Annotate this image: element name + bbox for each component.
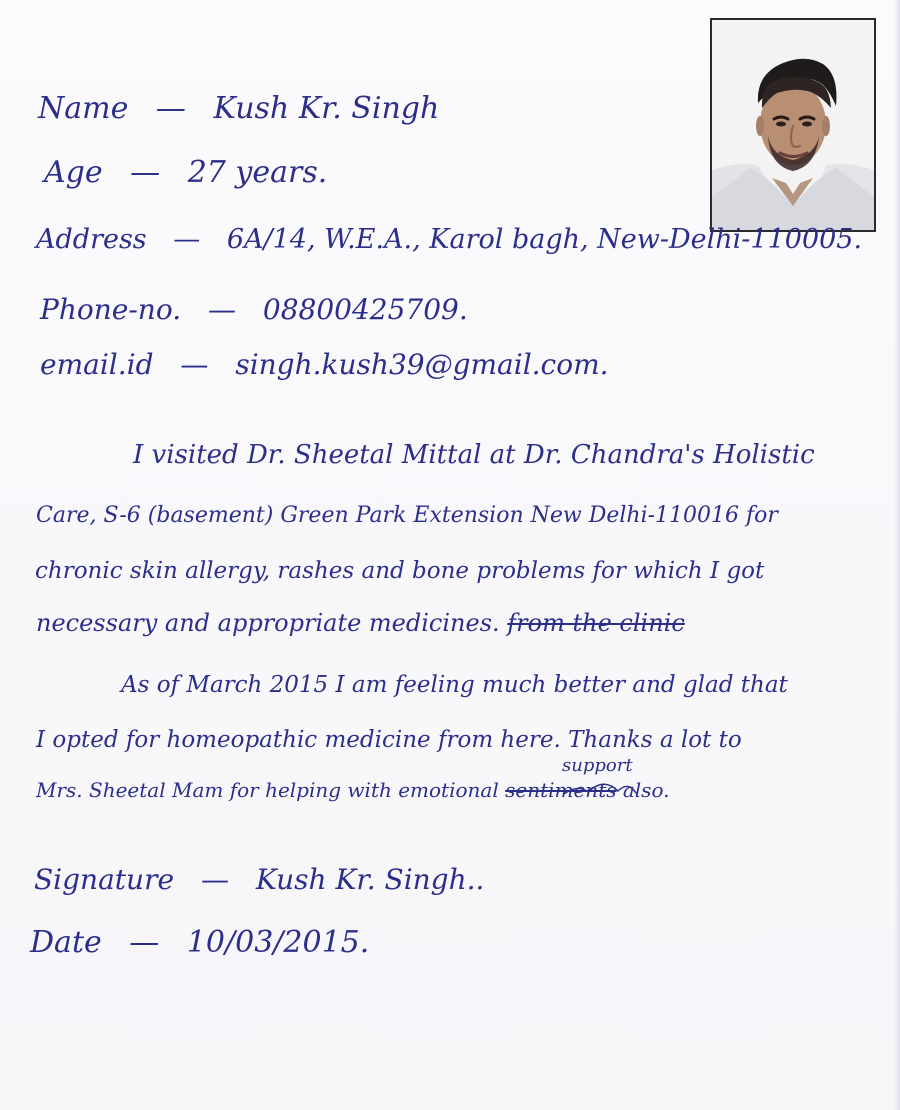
- passport-photo: [710, 18, 876, 232]
- signature-value: Kush Kr. Singh..: [255, 863, 485, 896]
- portrait-image: [712, 20, 874, 230]
- paragraph-2-line-1: As of March 2015 I am feeling much better and glad that: [121, 672, 788, 698]
- phone-separator: —: [208, 293, 236, 326]
- date-separator: —: [129, 925, 160, 960]
- address-line: [36, 226, 862, 253]
- paragraph-2-line-3-struck-text: sentiments: [505, 778, 617, 802]
- phone-label: Phone-no.: [40, 293, 182, 326]
- phone-value: 08800425709.: [262, 293, 468, 326]
- name-label: Name: [38, 91, 129, 126]
- paragraph-1-line-4: [36, 611, 685, 635]
- paper-edge: [894, 0, 900, 1110]
- paragraph-2-line-3-after: also.: [622, 778, 670, 802]
- date-value: 10/03/2015.: [186, 925, 370, 960]
- paragraph-2-line-2: I opted for homeopathic medicine from here. Thanks a lot to: [36, 727, 742, 753]
- paragraph-2-line-3: [36, 780, 670, 800]
- email-line: [40, 348, 609, 381]
- paragraph-1-line-4-main: necessary and appropriate medicines.: [36, 609, 500, 637]
- paragraph-1-line-2: Care, S-6 (basement) Green Park Extension New Delhi-110016 for: [36, 503, 778, 528]
- name-line: [38, 91, 440, 126]
- name-value: Kush Kr. Singh: [213, 91, 440, 126]
- signature-separator: —: [200, 863, 229, 896]
- date-line: [30, 925, 370, 960]
- address-separator: —: [173, 224, 201, 255]
- signature-line: [34, 863, 485, 896]
- paragraph-2-line-3-before: Mrs. Sheetal Mam for helping with emotional: [36, 778, 499, 802]
- phone-line: [40, 293, 468, 326]
- email-value: singh.kush39@gmail.com.: [235, 348, 609, 381]
- signature-label: Signature: [34, 863, 175, 896]
- paragraph-2-insertion: support: [562, 755, 633, 776]
- date-label: Date: [30, 925, 102, 960]
- paragraph-1-line-4-struck-text: from the clinic: [507, 609, 685, 637]
- paragraph-1-line-3: chronic skin allergy, rashes and bone problems for which I got: [35, 558, 765, 584]
- email-separator: —: [180, 348, 209, 381]
- address-value: 6A/14, W.E.A., Karol bagh, New-Delhi-110005.: [226, 224, 863, 255]
- name-separator: —: [155, 91, 186, 126]
- age-value: 27 years.: [187, 155, 328, 190]
- email-label: email.id: [40, 348, 154, 381]
- paragraph-1-line-1: I visited Dr. Sheetal Mittal at Dr. Chandra's Holistic: [133, 440, 815, 470]
- address-label: Address: [36, 224, 147, 255]
- age-label: Age: [44, 155, 103, 190]
- age-separator: —: [130, 155, 161, 190]
- age-line: [44, 155, 328, 190]
